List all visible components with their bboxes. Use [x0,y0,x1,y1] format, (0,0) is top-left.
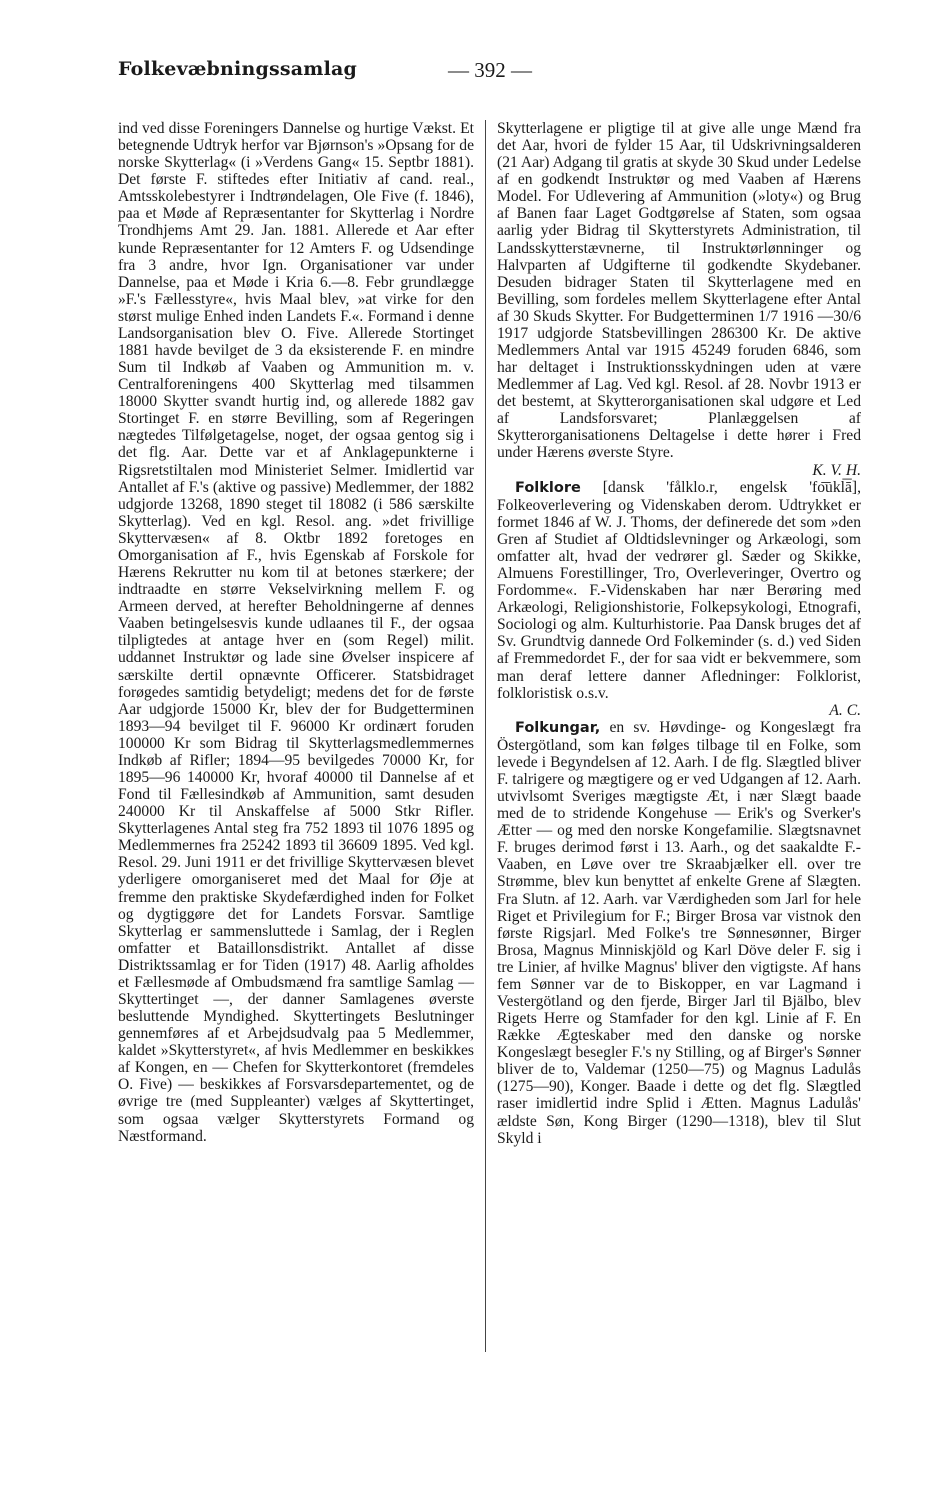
author-signature: K. V. H. [812,461,861,479]
page-number: — 392 — [448,58,532,82]
author-signature: A. C. [829,701,861,719]
headword-folklore: Folklore [515,479,581,496]
headword-folkungar: Folkungar, [515,719,601,736]
column-divider [485,120,486,1352]
left-column-text: ind ved disse Foreningers Dannelse og hurtige Vækst. Et betegnende Udtryk herfor var Bjørnson's »Opsang for de norske Skytterlag« (i »Verdens Gang« 15. Septbr 1881). Det første F. stiftedes efter Initiativ af cand. real., Amtsskolebestyrer i Indtrøndelagen, Ole Five (f. 1846), paa et Møde af Repræsentanter for Skytterlag i Nordre Trondhjems Amt 29. Jan. 1881. Allerede et Aar efter kunde Repræsentanter for 12 Amters F. og Udsendinge fra 3 andre, hvor Ign. Organisationer var under Dannelse, paa et Møde i Kria 6.—8. Febr grundlægge »F.'s Fællesstyre«, hvis Maal blev, »at virke for den størst mulige Enhed inden Landets F.«. Formand i denne Landsorganisation blev O. Five. Allerede Stortinget 1881 havde bevilget de 3 da eksisterende F. en mindre Sum til Indkøb af Vaaben og Ammunition m. v. Centralforeningens 400 Skytterlag med tilsammen 18000 Skytter svandt hurtig ind, og allerede 1882 gav Stortinget F. en større Bevilling, som af Regeringen nægtedes Tilfølgetagelse, noget, der ogsaa gentog sig i det flg. Aar. Dette var et af Anklagepunkterne i Rigsretstiltalen mod Ministeriet Selmer. Imidlertid var Antallet af F.'s (aktive og passive) Medlemmer, der 1882 udgjorde 13268, 1890 steget til 18082 (i 586 særskilte Skytterlag). Ved en kgl. Resol. ang. »det frivillige Skyttervæsen« af 8. Oktbr 1892 foretoges en Omorganisation af F., hvis Egenskab af Forskole for Hærens Rekrutter nu kom til at betones stærkere; der indtraadte en større Vekselvirkning mellem F. og Armeen derved, at herefter Beholdningerne af dennes Vaaben betingelsesvis kunde udlaanes til F., der ogsaa tilpligtedes at antage hver en (som Regel) milit. uddannet Instruktør og lade sine Øvelser inspicere af særskilte dertil opnævnte Officerer. Statsbidraget forøgedes samtidig betydeligt; medens det for de første Aar udgjorde 15000 Kr, blev der for Budgetterminen 1893—94 bevilget til F. 96000 Kr ordinært foruden 100000 Kr som Bidrag til Skytterlagsmedlemmernes Indkøb af Rifler; 1894—95 bevilgedes 70000 Kr, for 1895—96 140000 Kr, hvoraf 40000 til Dannelse af et Fond til Fællesindkøb af Ammunition, samt desuden 240000 Kr til Anskaffelse af 5000 Stkr Rifler. Skytterlagenes Antal steg fra 752 1893 til 1076 1895 og Medlemmernes fra 25242 1893 til 36609 1895. Ved kgl. Resol. 29. Juni 1911 er det frivillige Skyttervæsen blevet yderligere omorganiseret med det Maal for Øje at fremme den praktiske Skydefærdighed inden for Folket og dygtiggøre det for Landets Forsvar. Samtlige Skytterlag er sammensluttede i Samlag, der i Reglen omfatter et Bataillonsdistrikt. Antallet af disse Distriktssamlag er for Tiden (1917) 48. Aarlig afholdes et Fællesmøde af Ombudsmænd fra samtlige Samlag — Skyttertinget —, der danner Samlagenes øverste besluttende Myndighed. Skyttertingets Beslutninger gennemføres af et Arbejdsudvalg paa 5 Medlemmer, kaldet »Skytterstyret«, af hvis Medlemmer en beskikkes af Kongen, en — Chefen for Skytterkontoret (fremdeles O. Five) — beskikkes af Forsvarsdepartementet, og de øvrige tre (med Suppleanter) vælges af Skyttertinget, som ogsaa vælger Skytterstyrets Formand og Næstformand. [118,120,474,1145]
entry-folklore-body: [dansk 'fålklo.r, engelsk 'fo͞ukl͞ā], Folkeoverlevering og Videnskaben derom. Udtrykket er formet 1846 af W. J. Thoms, der definerede det som »den Gren af Studiet af Oldtidslevninger og Arkæologi, som omfatter alt, hvad der vedrører gl. Sæder og Skikke, Almuens Forestillinger, Tro, Overleveringer, Overtro og Fordomme«. F.-Videnskaben har nær Berøring med Arkæologi, Religionshistorie, Folkepsykologi, Etnografi, Sociologi og alm. Kulturhistorie. Paa Dansk bruges det af Sv. Grundtvig dannede Ord Folkeminder (s. d.) ved Siden af Fremmedordet F., der for saa vidt er bekvemmere, som man deraf lettere danner Afledninger: Folklorist, folkloristisk o.s.v. [497,478,861,702]
right-column [497,120,861,1147]
entry-folkungar [497,719,861,1147]
entry-folkungar-body: en sv. Høvdinge- og Kongeslægt fra Östergötland, som kan følges tilbage til en Folke, som levede i Begyndelsen af 12. Aarh. I de flg. Slægtled bliver F. talrigere og mægtigere og er ved Udgangen af 12. Aarh. utvivlsomt Sveriges mægtigste Æt, i nær Slægt baade med de to stridende Kongehuse — Erik's og Sverker's Ætter — og med den norske Kongefamilie. Slægtsnavnet F. bruges derimod først i 13. Aarh., og det saakaldte F.-Vaaben, en Løve over tre Skraabjælker ell. over tre Strømme, blev kun benyttet af enkelte Grene af Slægten. Fra Slutn. af 12. Aarh. var Værdigheden som Jarl for hele Riget et Privilegium for F.; Birger Brosa var vistnok den første Rigsjarl. Med Folke's tre Sønnesønner, Birger Brosa, Magnus Minniskjöld og Karl Döve deler F. sig i tre Linier, af hvilke Magnus' bliver den vigtigste. Af hans fem Sønner var de to Biskopper, en var Lagmand i Vestergötland og den fjerde, Birger Jarl til Bjälbo, blev Rigets Herre og Stamfader for den kgl. Linie af F. En Række Ægteskaber med den danske og norske Kongeslægt besegler F.'s ny Stilling, og af Birger's Sønner bliver de to, Valdemar (1250—75) og Magnus Ladulås (1275—90), Konger. Baade i dette og det flg. Slægtled raser imidlertid indre Splid i Ætten. Magnus Ladulås' ældste Søn, Kong Birger (1290—1318), blev til Slut Skyld i [497,718,861,1147]
skytterlag-paragraph: Skytterlagene er pligtige til at give alle unge Mænd fra det Aar, hvori de fylder 15 Aar, til Udskrivningsalderen (21 Aar) Adgang til gratis at skyde 30 Skud under Ledelse af en godkendt Instruktør og med Vaaben af Hærens Model. For Udlevering af Ammunition (»loty«) og Brug af Banen faar Laget Godtgørelse af Staten, som ogsaa aarlig yder Bidrag til Skytterstyrets Administration, til Landsskytterstævnerne, til Instruktørlønninger og Halvparten af Udgifterne til godkendte Skydebaner. Desuden bidrager Staten til Skytterlagene med en Bevilling, som fordeles mellem Skytterlagene efter Antal af 30 Skuds Skytter. For Budgetterminen 1/7 1916 —30/6 1917 udgjorde Statsbevillingen 286300 Kr. De aktive Medlemmers Antal var 1915 45249 foruden 6846, som har deltaget i Instruktionsskydningen uden at være Medlemmer af Lag. Ved kgl. Resol. af 28. Novbr 1913 er det bestemt, at Skytterorganisationen skal udgøre et Led af Landsforsvaret; Planlæggelsen af Skytterorganisationens Deltagelse i dette hører i Fred under Hærens øverste Styre. [497,120,861,462]
entry-folklore [497,479,861,702]
page-header [118,58,860,94]
left-column [118,120,474,1145]
running-head: Folkevæbningssamlag [118,58,357,80]
